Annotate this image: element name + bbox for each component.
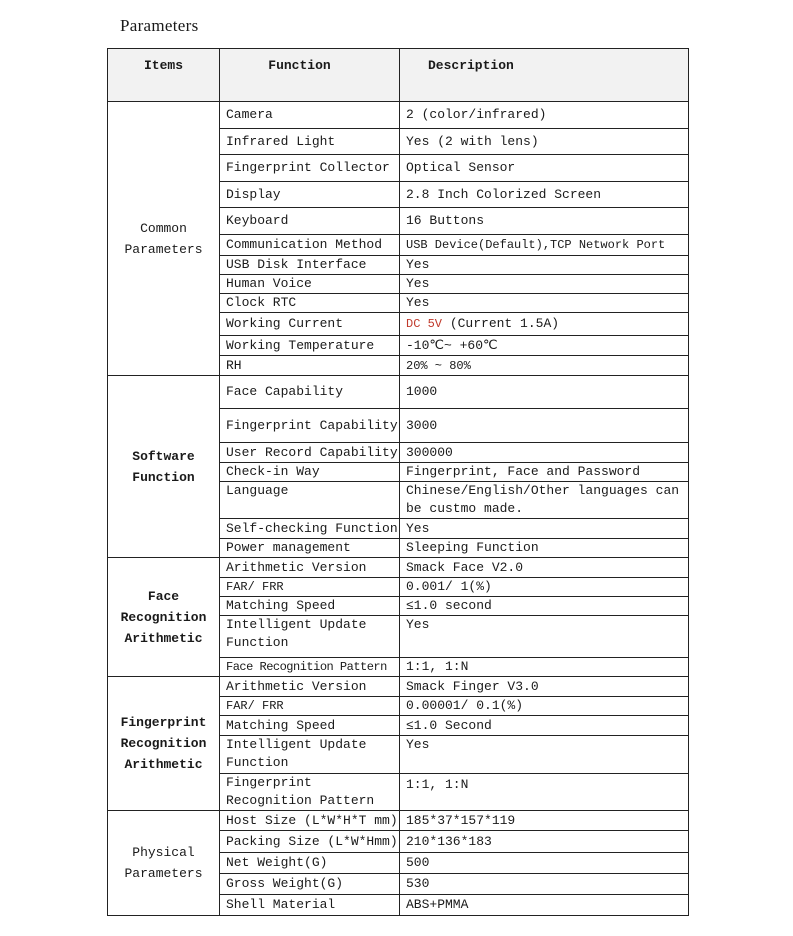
function-cell: Language: [220, 482, 400, 519]
group-software-function: Software Function: [108, 376, 220, 558]
description-cell: 3000: [400, 409, 689, 443]
description-cell: 185*37*157*119: [400, 811, 689, 831]
description-cell: ≤1.0 Second: [400, 716, 689, 736]
group-fingerprint-recognition: Fingerprint Recognition Arithmetic: [108, 677, 220, 811]
function-cell: Matching Speed: [220, 716, 400, 736]
description-cell: 500: [400, 853, 689, 874]
function-cell: Infrared Light: [220, 129, 400, 155]
description-cell: 1:1, 1:N: [400, 658, 689, 677]
function-cell: Human Voice: [220, 275, 400, 294]
function-cell: Shell Material: [220, 895, 400, 916]
group-physical-parameters: Physical Parameters: [108, 811, 220, 916]
description-cell: 0.00001/ 0.1(%): [400, 697, 689, 716]
description-cell: Yes: [400, 616, 689, 658]
function-cell: User Record Capability: [220, 443, 400, 463]
description-cell: ABS+PMMA: [400, 895, 689, 916]
function-cell: Arithmetic Version: [220, 558, 400, 578]
function-cell: Intelligent Update Function: [220, 736, 400, 774]
function-cell: Communication Method: [220, 235, 400, 256]
function-cell: FAR/ FRR: [220, 578, 400, 597]
voltage-text: DC 5V: [406, 317, 443, 331]
function-cell: Fingerprint Collector: [220, 155, 400, 182]
description-cell: Smack Face V2.0: [400, 558, 689, 578]
function-cell: Intelligent Update Function: [220, 616, 400, 658]
description-cell: Yes: [400, 275, 689, 294]
function-cell: Gross Weight(G): [220, 874, 400, 895]
page-title: Parameters: [120, 16, 199, 35]
description-cell: Yes (2 with lens): [400, 129, 689, 155]
function-cell: Net Weight(G): [220, 853, 400, 874]
function-cell: Display: [220, 182, 400, 208]
table-row: [108, 811, 689, 831]
description-cell: Sleeping Function: [400, 539, 689, 558]
function-cell: Matching Speed: [220, 597, 400, 616]
description-cell: ≤1.0 second: [400, 597, 689, 616]
description-cell: Yes: [400, 256, 689, 275]
function-cell: USB Disk Interface: [220, 256, 400, 275]
description-cell: USB Device(Default),TCP Network Port: [400, 235, 689, 256]
description-cell: 20% ~ 80%: [400, 356, 689, 376]
description-cell: 210*136*183: [400, 831, 689, 853]
function-cell: Arithmetic Version: [220, 677, 400, 697]
description-cell: 0.001/ 1(%): [400, 578, 689, 597]
function-cell: Working Current: [220, 313, 400, 336]
function-cell: Working Temperature: [220, 336, 400, 356]
function-cell: Packing Size (L*W*Hmm): [220, 831, 400, 853]
function-cell: Fingerprint Capability: [220, 409, 400, 443]
header-function: Function: [220, 49, 400, 102]
function-cell: Check-in Way: [220, 463, 400, 482]
header-row: [108, 49, 689, 102]
parameters-table: [107, 48, 689, 916]
function-cell: Clock RTC: [220, 294, 400, 313]
function-cell: Face Capability: [220, 376, 400, 409]
description-cell: Yes: [400, 294, 689, 313]
description-cell: 16 Buttons: [400, 208, 689, 235]
function-cell: Self-checking Function: [220, 519, 400, 539]
function-cell: Host Size (L*W*H*T mm): [220, 811, 400, 831]
description-cell: Yes: [400, 736, 689, 774]
description-cell: 2 (color/infrared): [400, 102, 689, 129]
description-cell: Chinese/English/Other languages can be custmo made.: [400, 482, 689, 519]
function-cell: RH: [220, 356, 400, 376]
description-cell: [400, 313, 689, 336]
table-row: [108, 558, 689, 578]
description-cell: Yes: [400, 519, 689, 539]
description-cell: Fingerprint, Face and Password: [400, 463, 689, 482]
function-cell: Face Recognition Pattern: [220, 658, 400, 677]
description-cell: 300000: [400, 443, 689, 463]
description-cell: -10℃~ +60℃: [400, 336, 689, 356]
description-cell: Optical Sensor: [400, 155, 689, 182]
current-text: (Current 1.5A): [449, 316, 560, 331]
description-cell: 1000: [400, 376, 689, 409]
header-items: Items: [108, 49, 220, 102]
header-description: Description: [400, 49, 689, 102]
function-cell: Keyboard: [220, 208, 400, 235]
function-cell: Power management: [220, 539, 400, 558]
description-cell: 2.8 Inch Colorized Screen: [400, 182, 689, 208]
function-cell: FAR/ FRR: [220, 697, 400, 716]
description-cell: 1:1, 1:N: [400, 774, 689, 811]
description-cell: 530: [400, 874, 689, 895]
description-cell: Smack Finger V3.0: [400, 677, 689, 697]
function-cell: Camera: [220, 102, 400, 129]
function-cell: Fingerprint Recognition Pattern: [220, 774, 400, 811]
group-common-parameters: Common Parameters: [108, 102, 220, 376]
group-face-recognition: Face Recognition Arithmetic: [108, 558, 220, 677]
table-row: [108, 677, 689, 697]
table-row: [108, 376, 689, 409]
table-row: [108, 102, 689, 129]
